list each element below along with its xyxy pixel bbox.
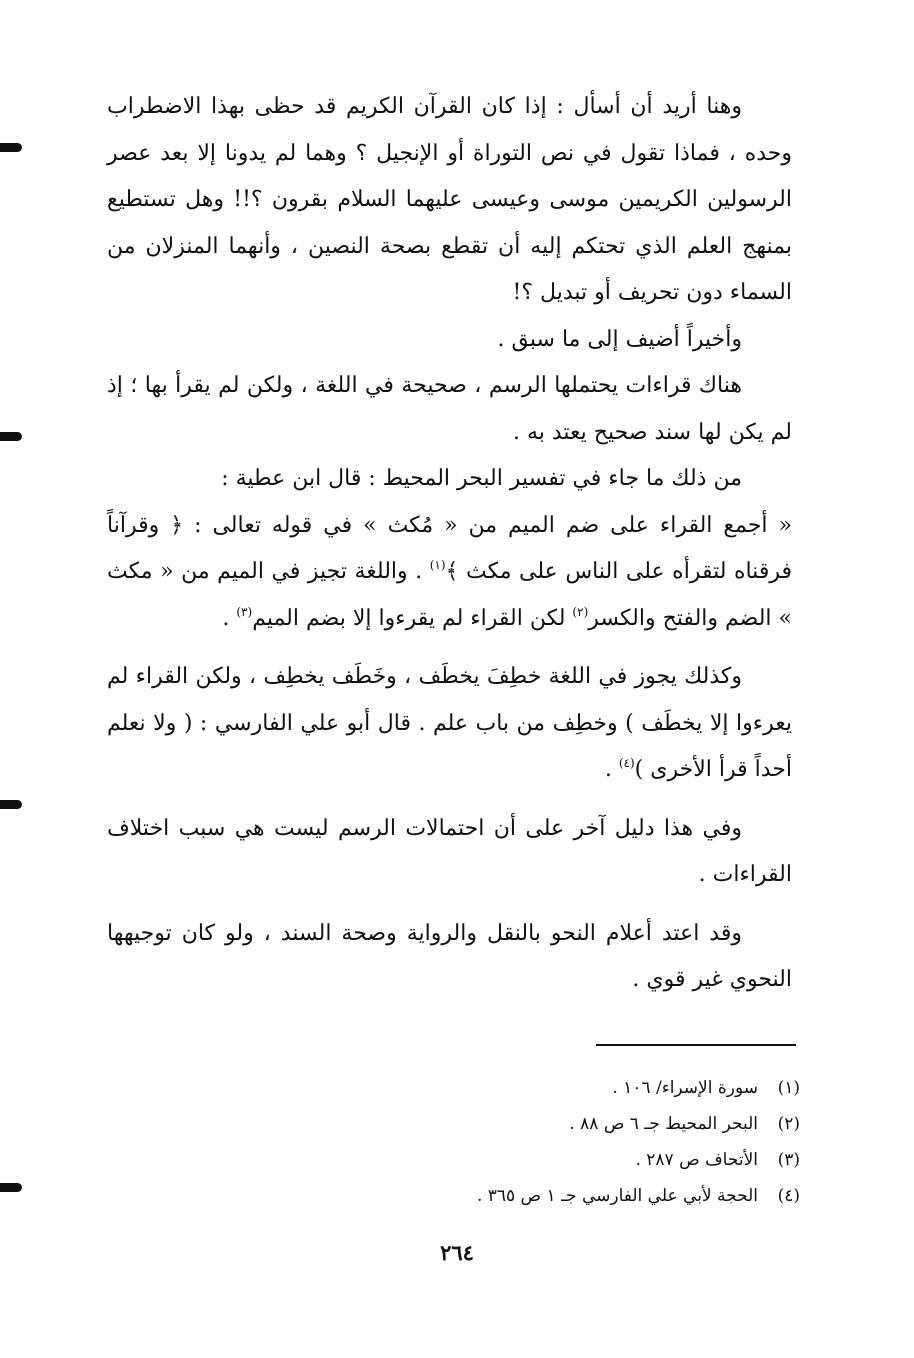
footnote-item bbox=[300, 1106, 800, 1142]
footnotes bbox=[300, 1070, 800, 1214]
quote-text: . واللغة تجيز في الميم من « مكث » الضم والفتح والكسر bbox=[107, 559, 792, 631]
margin-ink-mark bbox=[0, 143, 22, 152]
paragraph-5-text: وكذلك يجوز في اللغة خطِفَ يخطَف ، وخَطَف يخطِف ، ولكن القراء لم يعرءوا إلا يخطَف ) وخطِف من باب علم . قال أبو علي الفارسي : ( ولا نعلم أحداً قرأ الأخرى ) bbox=[107, 664, 792, 782]
margin-ink-mark bbox=[0, 1183, 22, 1192]
footnote-divider bbox=[596, 1044, 796, 1046]
paragraph-6: وفي هذا دليل آخر على أن احتمالات الرسم ليست هي سبب اختلاف القراءات . bbox=[107, 815, 792, 887]
footnote-number: (٤) bbox=[777, 1186, 800, 1206]
footnote-ref-3: (٣) bbox=[236, 604, 253, 619]
paragraph-5 bbox=[107, 654, 792, 794]
footnote-ref-1: (١) bbox=[429, 558, 446, 572]
main-text bbox=[107, 84, 792, 1004]
footnote-text: البحر المحيط جـ ٦ ص ٨٨ . bbox=[569, 1114, 758, 1134]
quote-text: « أجمع القراء على ضم الميم من « مُكث » في قوله تعالى : ﴿ وقرآناً فرقناه لتقرأه على الناس على مكث ﴾ bbox=[107, 512, 792, 584]
page-number: ٢٦٤ bbox=[440, 1240, 474, 1265]
footnote-ref-4: (٤) bbox=[618, 756, 635, 770]
footnote-item bbox=[300, 1070, 800, 1106]
quote-text: لكن القراء لم يقرءوا إلا بضم الميم bbox=[252, 605, 573, 631]
quote-paragraph bbox=[107, 503, 792, 643]
paragraph-5-end: . bbox=[604, 757, 619, 782]
paragraph-2: وأخيراً أضيف إلى ما سبق . bbox=[497, 326, 742, 352]
footnote-number: (٣) bbox=[777, 1150, 800, 1170]
footnote-number: (١) bbox=[777, 1078, 800, 1098]
footnote-item bbox=[300, 1178, 800, 1214]
margin-ink-mark bbox=[0, 432, 22, 441]
footnote-text: سورة الإسراء/ ١٠٦ . bbox=[612, 1078, 758, 1098]
paragraph-1: وهنا أريد أن أسأل : إذا كان القرآن الكريم قد حظى بهذا الاضطراب وحده ، فماذا تقول في نص التوراة أو الإنجيل ؟ وهما لم يدونا إلا بعد عصر الرسولين الكريمين موسى وعيسى عليهما السلام بقرون ؟!! وهل تستطيع بمنهج العلم الذي تحتكم إليه أن تقطع بصحة النصين ، وأنهما المنزلان من السماء دون تحريف أو تبديل ؟! bbox=[107, 94, 792, 305]
paragraph-7: وقد اعتد أعلام النحو بالنقل والرواية وصحة السند ، ولو كان توجيهها النحوي غير قوي . bbox=[107, 920, 792, 992]
paragraph-3: هناك قراءات يحتملها الرسم ، صحيحة في اللغة ، ولكن لم يقرأ بها ؛ إذ لم يكن لها سند صحيح يعتد به . bbox=[107, 373, 792, 445]
footnote-ref-2: (٢) bbox=[572, 604, 589, 619]
footnote-item bbox=[300, 1142, 800, 1178]
margin-ink-mark bbox=[0, 800, 22, 809]
footnote-number: (٢) bbox=[777, 1114, 800, 1134]
footnote-text: الأتحاف ص ٢٨٧ . bbox=[635, 1150, 758, 1170]
footnote-text: الحجة لأبي علي الفارسي جـ ١ ص ٣٦٥ . bbox=[476, 1186, 758, 1206]
quote-text: . bbox=[222, 605, 237, 631]
paragraph-4: من ذلك ما جاء في تفسير البحر المحيط : قال ابن عطية : bbox=[221, 466, 742, 491]
